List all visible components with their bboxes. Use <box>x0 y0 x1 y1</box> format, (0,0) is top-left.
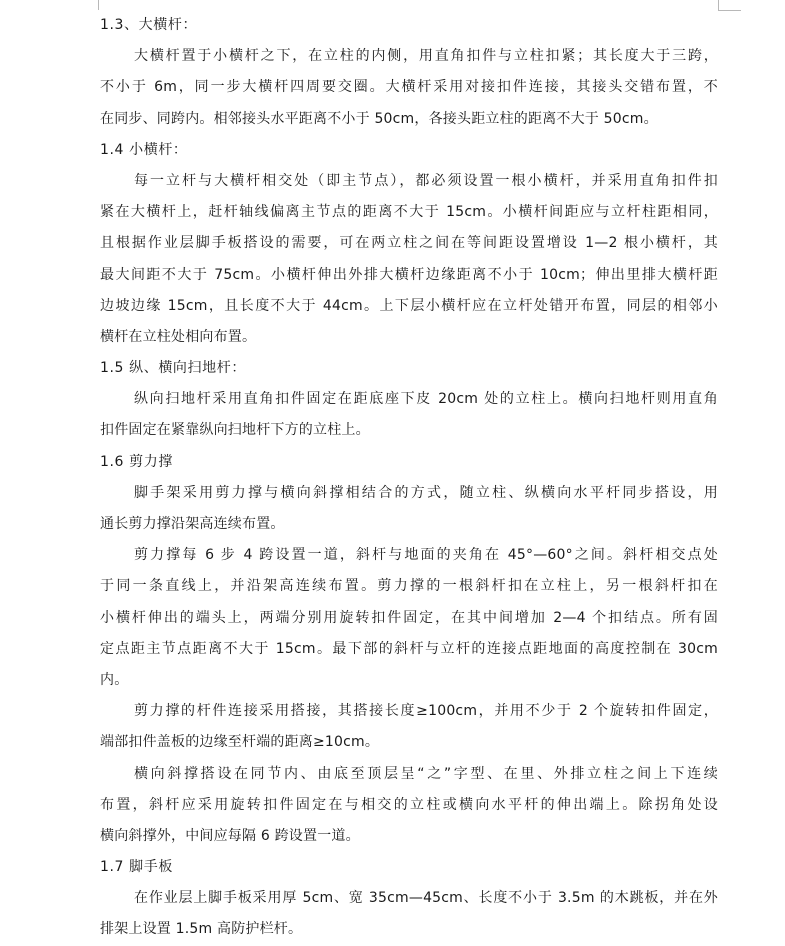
page-corner-mark-left <box>76 0 99 10</box>
section-heading: 1.7 脚手板 <box>100 859 173 876</box>
paragraph-line: 于同一条直线上，并沿架高连续布置。剪力撑的一根斜杆扣在立柱上，另一根斜杆扣在 <box>100 578 718 595</box>
paragraph-line: 剪力撑的杆件连接采用搭接，其搭接长度≥100cm，并用不少于 2 个旋转扣件固定， <box>134 703 718 720</box>
paragraph-line: 脚手架采用剪力撑与横向斜撑相结合的方式，随立柱、纵横向水平杆同步搭设，用 <box>134 484 718 501</box>
section-heading: 1.4 小横杆： <box>100 141 188 158</box>
paragraph-line: 剪力撑每 6 步 4 跨设置一道，斜杆与地面的夹角在 45°—60°之间。斜杆相交点处 <box>134 547 718 564</box>
section-heading: 1.5 纵、横向扫地杆： <box>100 360 246 377</box>
paragraph-line: 大横杆置于小横杆之下，在立柱的内侧，用直角扣件与立柱扣紧；其长度大于三跨， <box>134 48 718 65</box>
paragraph-line: 布置，斜杆应采用旋转扣件固定在与相交的立柱或横向水平杆的伸出端上。除拐角处设 <box>100 796 718 813</box>
paragraph-line: 在同步、同跨内。相邻接头水平距离不小于 50cm，各接头距立柱的距离不大于 50cm。 <box>100 110 658 127</box>
paragraph-line: 排架上设置 1.5m 高防护栏杆。 <box>100 921 303 938</box>
paragraph-line: 通长剪力撑沿架高连续布置。 <box>100 516 285 532</box>
paragraph-line: 最大间距不大于 75cm。小横杆伸出外排大横杆边缘距离不小于 10cm；伸出里排大横杆距 <box>100 266 718 283</box>
paragraph-line: 内。 <box>100 671 129 688</box>
paragraph-line: 且根据作业层脚手板搭设的需要，可在两立柱之间在等间距设置增设 1—2 根小横杆，其 <box>100 235 718 252</box>
paragraph-line: 在作业层上脚手板采用厚 5cm、宽 35cm—45cm、长度不小于 3.5m 的木跳板，并在外 <box>134 890 718 907</box>
paragraph-line: 横向斜撑外，中间应每隔 6 跨设置一道。 <box>100 827 360 844</box>
paragraph-line: 端部扣件盖板的边缘至杆端的距离≥10cm。 <box>100 734 380 751</box>
document-body <box>100 10 718 946</box>
paragraph-line: 横向斜撑搭设在同节内、由底至顶层呈“之”字型、在里、外排立柱之间上下连续 <box>134 765 718 782</box>
paragraph-line: 每一立杆与大横杆相交处（即主节点），都必须设置一根小横杆，并采用直角扣件扣 <box>134 172 718 189</box>
paragraph-line: 定点距主节点距离不大于 15cm。最下部的斜杆与立杆的连接点距地面的高度控制在 30cm <box>100 640 718 657</box>
paragraph-line: 边坡边缘 15cm，且长度不大于 44cm。上下层小横杆应在立杆处错开布置，同层的相邻小 <box>100 297 718 314</box>
paragraph-line: 纵向扫地杆采用直角扣件固定在距底座下皮 20cm 处的立柱上。横向扫地杆则用直角 <box>134 391 718 408</box>
paragraph-line: 不小于 6m，同一步大横杆四周要交圈。大横杆采用对接扣件连接，其接头交错布置，不 <box>100 79 718 96</box>
paragraph-line: 紧在大横杆上，赶杆轴线偏离主节点的距离不大于 15cm。小横杆间距应与立杆柱距相同， <box>100 204 718 221</box>
paragraph-line: 小横杆伸出的端头上，两端分别用旋转扣件固定，在其中间增加 2—4 个扣结点。所有固 <box>100 609 718 626</box>
section-heading: 1.3、大横杆： <box>100 17 198 33</box>
paragraph-line: 扣件固定在紧靠纵向扫地杆下方的立柱上。 <box>100 422 370 439</box>
section-heading: 1.6 剪力撑 <box>100 453 173 470</box>
page-corner-mark-right <box>718 0 741 11</box>
paragraph-line: 横杆在立柱处相向布置。 <box>100 328 257 345</box>
